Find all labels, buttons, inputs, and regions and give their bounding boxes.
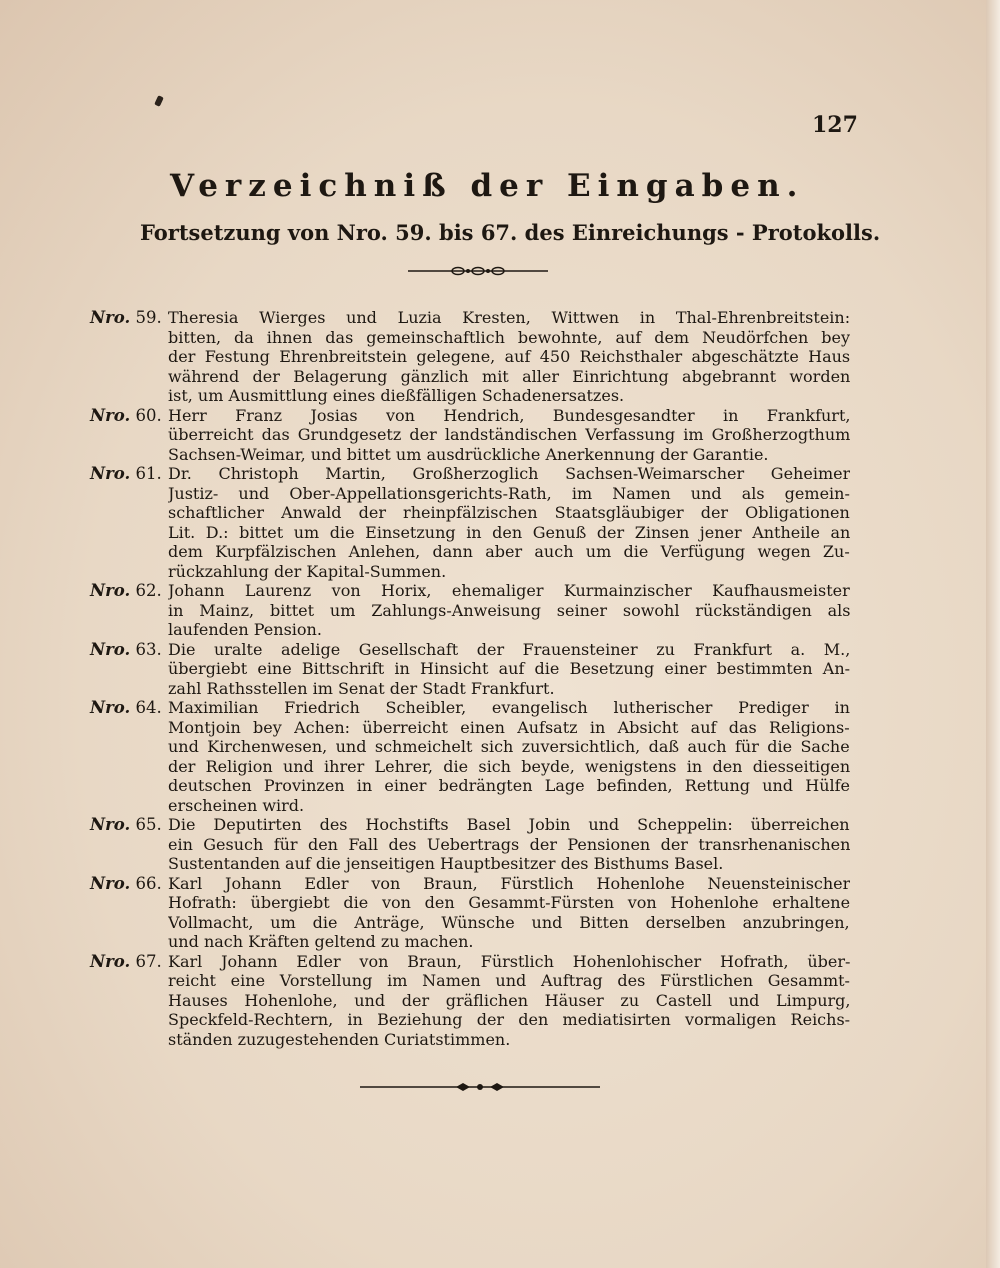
entry-text: Herr Franz Josias von Hendrich, Bundesgesandter in Frankfurt, überreicht das Grundgesetz der landständischen Verfassung im Großherzogthum Sachsen-Weimar, und bittet um ausdrückliche Anerkennung der Garantie. <box>168 405 850 464</box>
entry-number: Nro. 63. <box>90 639 162 659</box>
entry-61 <box>90 464 850 581</box>
entry-number: Nro. 62. <box>90 581 162 600</box>
entry-number: Nro. 67. <box>90 951 162 971</box>
entry-67 <box>90 952 850 1050</box>
ink-speck <box>154 95 164 107</box>
entry-number: Nro. 66. <box>90 873 162 893</box>
entry-text: Karl Johann Edler von Braun, Fürstlich Hohenlohischer Hofrath, über- reicht eine Vorstellung im Namen und Auftrag des Fürstlichen Gesammt- Hauses Hohenlohe, und der gräflichen Häuser zu Castell und Limpurg, Speckfeld-Rechtern, in Beziehung der den mediatisirten vormaligen Reichs- ständen zuzugestehenden Curiatstimmen. <box>168 951 850 1049</box>
entry-text: Dr. Christoph Martin, Großherzoglich Sachsen-Weimarscher Geheimer Justiz- und Ober-Appellationsgerichts-Rath, im Namen und als gemein- schaftlicher Anwald der rheinpfälzischen Staatsgläubiger der Obligationen Lit. D.: bittet um die Einsetzung in den Genuß der Zinsen jener Antheile an dem Kurpfälzischen Anlehen, dann aber auch um die Verfügung wegen Zu- rückzahlung der Kapital-Summen. <box>168 464 850 581</box>
entry-text: Die Deputirten des Hochstifts Basel Jobin und Scheppelin: überreichen ein Gesuch für den Fall des Uebertrags der Pensionen der transrhenanischen Sustentanden auf die jenseitigen Hauptbesitzer des Bisthums Basel. <box>168 815 850 873</box>
entry-60 <box>90 406 850 465</box>
entries-list <box>90 308 850 1049</box>
entry-number: Nro. 65. <box>90 815 162 834</box>
entry-59 <box>90 308 850 406</box>
entry-text: Die uralte adelige Gesellschaft der Frauensteiner zu Frankfurt a. M., übergiebt eine Bittschrift in Hinsicht auf die Besetzung einer bestimmten An- zahl Rathsstellen im Senat der Stadt Frankfurt. <box>168 639 850 698</box>
entry-66 <box>90 874 850 952</box>
entry-62 <box>90 581 850 640</box>
entry-number: Nro. 60. <box>90 405 162 425</box>
entry-text: Karl Johann Edler von Braun, Fürstlich Hohenlohe Neuensteinischer Hofrath: übergiebt die von den Gesammt-Fürsten von Hohenlohe erhaltene Vollmacht, um die Anträge, Wünsche und Bitten derselben anzubringen, und nach Kräften geltend zu machen. <box>168 873 850 951</box>
entry-64 <box>90 698 850 815</box>
page-title: Verzeichniß der Eingaben. <box>170 168 805 204</box>
ornament-divider <box>408 264 548 278</box>
page-edge <box>986 0 1000 1268</box>
entry-number: Nro. 61. <box>90 464 162 483</box>
closing-ornament <box>360 1080 600 1094</box>
page-number: 127 <box>812 112 858 138</box>
entry-number: Nro. 64. <box>90 698 162 717</box>
entry-65 <box>90 815 850 874</box>
entry-text: Theresia Wierges und Luzia Kresten, Wittwen in Thal-Ehrenbreitstein: bitten, da ihnen das gemeinschaftlich bewohnte, auf dem Neudörfchen bey der Festung Ehrenbreitstein gelegene, auf 450 Reichsthaler abgeschätzte Haus während der Belagerung gänzlich mit aller Einrichtung abgebrannt worden ist, um Ausmittlung eines dießfälligen Schadenersatzes. <box>168 308 850 405</box>
entry-text: Maximilian Friedrich Scheibler, evangelisch lutherischer Prediger in Montjoin bey Achen: überreicht einen Aufsatz in Absicht auf das Religions- und Kirchenwesen, und schmeichelt sich zuversichtlich, daß auch für die Sache der Religion und ihrer Lehrer, die sich beyde, wenigstens in den diesseitigen deutschen Provinzen in einer bedrängten Lage befinden, Rettung und Hülfe erscheinen wird. <box>168 698 850 815</box>
entry-63 <box>90 640 850 699</box>
entry-number: Nro. 59. <box>90 308 162 327</box>
page-subtitle: Fortsetzung von Nro. 59. bis 67. des Einreichungs - Protokolls. <box>140 220 881 245</box>
entry-text: Johann Laurenz von Horix, ehemaliger Kurmainzischer Kaufhausmeister in Mainz, bittet um Zahlungs-Anweisung seiner sowohl rückständigen als laufenden Pension. <box>168 581 850 639</box>
